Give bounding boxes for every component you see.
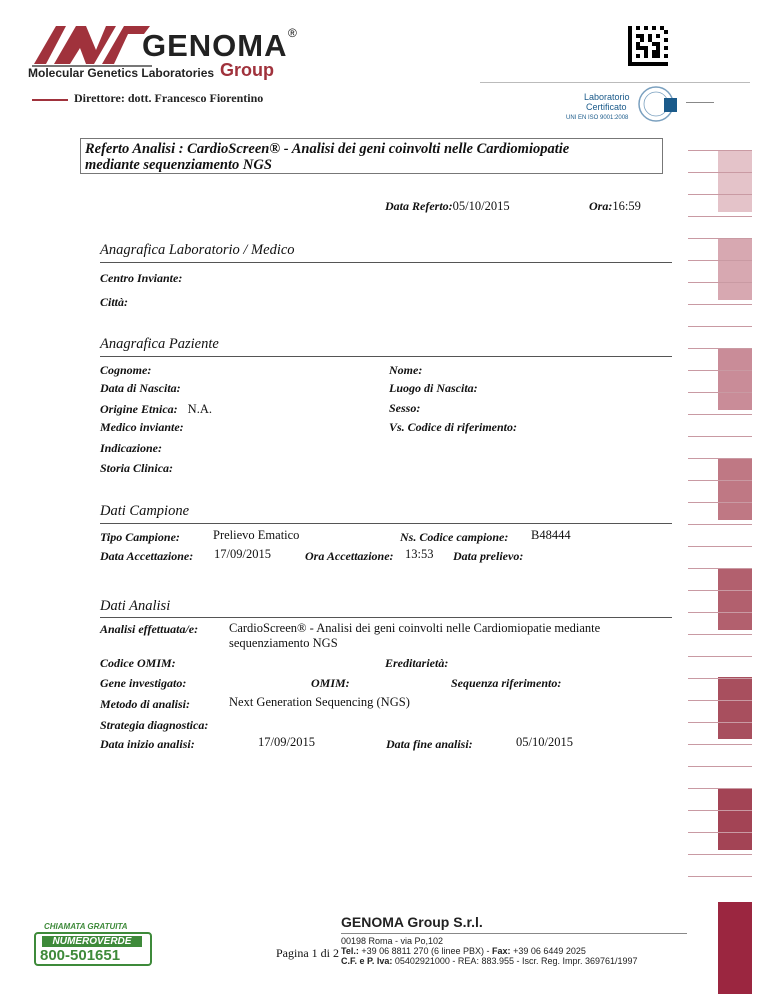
cert-rule <box>686 102 714 103</box>
report-title-box <box>80 138 663 174</box>
omim-label: OMIM: <box>311 676 350 690</box>
cf-value: 05402921000 - REA: 883.955 - Iscr. Reg. Impr. 369761/1997 <box>394 956 638 966</box>
band-line <box>688 766 752 767</box>
analysis-section-heading: Dati Analisi <box>100 598 171 614</box>
ora-accettazione-value: 13:53 <box>405 547 434 561</box>
band-line <box>688 810 752 811</box>
cf-label: C.F. e P. Iva: <box>341 956 393 966</box>
band-block-7 <box>718 788 752 850</box>
band-line <box>688 436 752 437</box>
citta-label: Città: <box>100 295 129 309</box>
report-date-label: Data Referto: <box>385 199 453 213</box>
metodo-analisi-label: Metodo di analisi: <box>100 697 191 711</box>
band-block-8 <box>718 902 752 994</box>
data-nascita-label: Data di Nascita: <box>100 381 181 395</box>
patient-section-heading: Anagrafica Paziente <box>100 336 219 352</box>
band-line <box>688 172 752 173</box>
director-rule <box>32 99 68 101</box>
report-date <box>385 197 510 215</box>
band-line <box>688 634 752 635</box>
brand-group: Group <box>220 60 274 80</box>
company-logo <box>22 14 312 86</box>
band-line <box>688 260 752 261</box>
toll-free-number[interactable]: 800-501651 <box>40 947 121 964</box>
toll-free-box <box>34 932 152 966</box>
director-text: Direttore: dott. Francesco Fiorentino <box>74 91 264 105</box>
tel-label: Tel.: <box>341 946 359 956</box>
band-block-2 <box>718 238 752 300</box>
band-line <box>688 700 752 701</box>
band-line <box>688 282 752 283</box>
sesso-label: Sesso: <box>389 401 421 415</box>
band-line <box>688 612 752 613</box>
report-time-value: 16:59 <box>612 199 641 213</box>
band-block-3 <box>718 348 752 410</box>
origine-etnica <box>100 400 212 418</box>
company-name: GENOMA Group S.r.l. <box>341 914 483 930</box>
band-line <box>688 788 752 789</box>
report-date-value: 05/10/2015 <box>452 199 510 213</box>
band-line <box>688 458 752 459</box>
data-inizio-value: 17/09/2015 <box>258 735 315 749</box>
report-title-line2: mediante sequenziamento NGS <box>85 157 272 173</box>
tel-value: +39 06 8811 270 (6 linee PBX) - <box>361 946 490 956</box>
band-block-5 <box>718 568 752 630</box>
strategia-diagnostica-label: Strategia diagnostica: <box>100 718 209 732</box>
band-line <box>688 744 752 745</box>
band-line <box>688 502 752 503</box>
tipo-campione-value: Prelievo Ematico <box>213 528 300 542</box>
band-line <box>688 150 752 151</box>
band-line <box>688 216 752 217</box>
analysis-section-rule <box>100 617 672 618</box>
vs-codice-label: Vs. Codice di riferimento: <box>389 420 517 434</box>
band-line <box>688 656 752 657</box>
brand-subtitle: Molecular Genetics Laboratories <box>28 66 215 80</box>
band-line <box>688 546 752 547</box>
band-line <box>688 194 752 195</box>
indicazione-label: Indicazione: <box>100 441 163 455</box>
band-block-6 <box>718 677 752 739</box>
cognome-label: Cognome: <box>100 363 152 377</box>
band-line <box>688 392 752 393</box>
data-accettazione-label: Data Accettazione: <box>100 549 194 563</box>
brand-name: GENOMA <box>142 28 288 63</box>
company-block <box>341 914 701 966</box>
qr-code-icon <box>628 26 668 66</box>
cert-line1: Laboratorio <box>584 92 630 102</box>
band-block-4 <box>718 458 752 520</box>
ns-codice-value: B48444 <box>531 528 571 542</box>
gene-investigato-label: Gene investigato: <box>100 676 187 690</box>
origine-etnica-label: Origine Etnica: <box>100 402 178 416</box>
company-fiscal <box>341 956 701 966</box>
band-line <box>688 304 752 305</box>
nome-label: Nome: <box>389 363 423 377</box>
band-line <box>688 832 752 833</box>
sample-section-rule <box>100 523 672 524</box>
ns-codice-label: Ns. Codice campione: <box>400 530 509 544</box>
sequenza-riferimento-label: Sequenza riferimento: <box>451 676 562 690</box>
director-line <box>32 91 322 107</box>
sample-section-heading: Dati Campione <box>100 503 190 519</box>
band-line <box>688 678 752 679</box>
analisi-effettuata-line1: CardioScreen® - Analisi dei geni coinvolti nelle Cardiomiopatie mediante <box>229 621 601 635</box>
band-line <box>688 722 752 723</box>
band-block-1 <box>718 150 752 212</box>
fax-value: +39 06 6449 2025 <box>513 946 586 956</box>
certification-badge <box>566 82 706 126</box>
storia-clinica-label: Storia Clinica: <box>100 461 174 475</box>
logo-mark-icon <box>32 20 152 70</box>
analisi-effettuata-label: Analisi effettuata/e: <box>100 622 199 636</box>
band-line <box>688 590 752 591</box>
band-line <box>688 524 752 525</box>
band-line <box>688 854 752 855</box>
band-line <box>688 568 752 569</box>
centro-inviante-label: Centro Inviante: <box>100 271 183 285</box>
luogo-nascita-label: Luogo di Nascita: <box>389 381 478 395</box>
band-line <box>688 876 752 877</box>
data-accettazione-value: 17/09/2015 <box>214 547 271 561</box>
ereditarieta-label: Ereditarietà: <box>385 656 449 670</box>
band-line <box>688 238 752 239</box>
patient-section-rule <box>100 356 672 357</box>
tipo-campione-label: Tipo Campione: <box>100 530 180 544</box>
fax-label: Fax: <box>492 946 511 956</box>
origine-etnica-value: N.A. <box>187 402 212 416</box>
registered-mark: ® <box>288 26 297 40</box>
band-line <box>688 348 752 349</box>
ora-accettazione-label: Ora Accettazione: <box>305 549 394 563</box>
codice-omim-label: Codice OMIM: <box>100 656 176 670</box>
medico-inviante-label: Medico inviante: <box>100 420 184 434</box>
lab-section-rule <box>100 262 672 263</box>
cert-line2: Certificato <box>586 102 627 112</box>
band-line <box>688 370 752 371</box>
data-fine-label: Data fine analisi: <box>386 737 473 751</box>
report-time-label: Ora: <box>589 199 613 213</box>
report-title-line1: Referto Analisi : CardioScreen® - Analisi dei geni coinvolti nelle Cardiomiopatie <box>85 141 570 157</box>
lab-section-heading: Anagrafica Laboratorio / Medico <box>100 242 295 258</box>
numero-verde: NUMEROVERDE <box>42 936 142 947</box>
qr-code <box>628 26 668 66</box>
data-inizio-label: Data inizio analisi: <box>100 737 195 751</box>
analisi-effettuata-line2: sequenziamento NGS <box>229 636 338 650</box>
data-prelievo-label: Data prelievo: <box>453 549 524 563</box>
data-fine-value: 05/10/2015 <box>516 735 573 749</box>
band-line <box>688 480 752 481</box>
page-number: Pagina 1 di 2 <box>276 946 339 960</box>
cert-seal-icon <box>634 84 680 124</box>
company-rule <box>341 933 687 934</box>
cert-iso: UNI EN ISO 9001:2008 <box>566 115 629 121</box>
band-line <box>688 326 752 327</box>
company-phone <box>341 946 701 956</box>
toll-free-badge <box>34 922 152 966</box>
company-address: 00198 Roma - via Po,102 <box>341 936 444 946</box>
report-time <box>589 197 641 215</box>
metodo-analisi-value: Next Generation Sequencing (NGS) <box>229 695 410 709</box>
chiamata-gratuita: CHIAMATA GRATUITA <box>44 922 128 931</box>
analisi-effettuata-value <box>229 621 600 651</box>
band-line <box>688 414 752 415</box>
